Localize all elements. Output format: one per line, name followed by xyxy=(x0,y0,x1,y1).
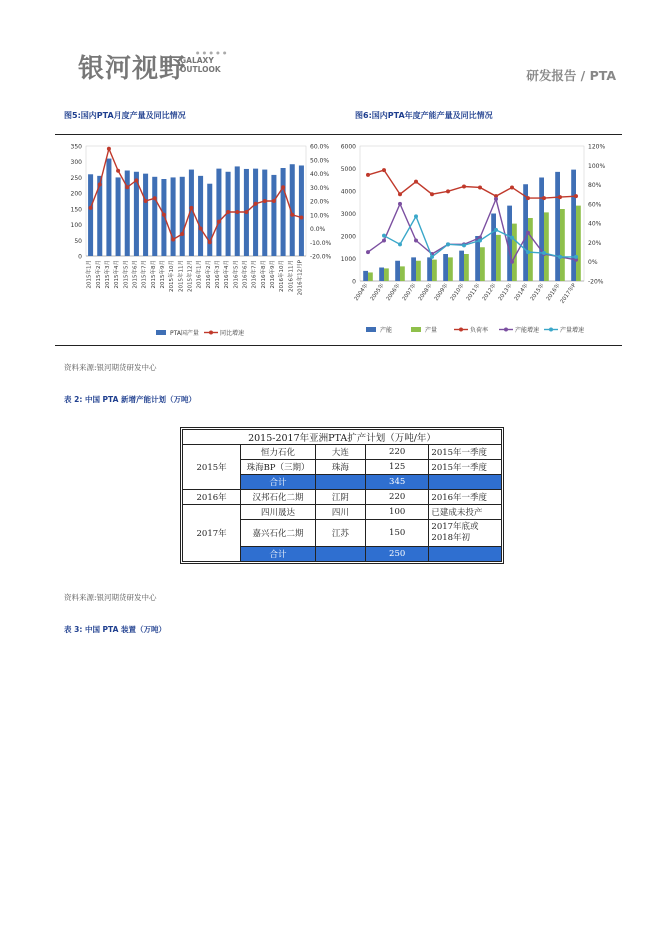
x-tick-label: 2016年5月 xyxy=(233,260,240,289)
point-同比增速 xyxy=(107,147,111,151)
point-负荷率 xyxy=(446,189,450,193)
x-tick-label: 2015年8月 xyxy=(150,260,157,289)
capacity-cell: 100 xyxy=(365,505,428,520)
bar-产能 xyxy=(395,261,400,281)
point-负荷率 xyxy=(430,192,434,196)
point-同比增速 xyxy=(199,227,203,231)
company-cell: 四川晟达 xyxy=(241,505,316,520)
place-cell: 珠海 xyxy=(315,460,365,475)
legend-label: 同比增速 xyxy=(220,330,245,337)
table3-title: 表 3: 中国 PTA 装置（万吨） xyxy=(64,625,166,634)
point-负荷率 xyxy=(542,196,546,200)
table-row xyxy=(183,445,502,460)
y2-tick-label: -20.0% xyxy=(310,253,332,261)
company-cell: 珠海BP（三期） xyxy=(241,460,316,475)
logo-english-line2: OUTLOOK xyxy=(180,65,221,74)
bar-产能 xyxy=(379,268,384,282)
x-tick-label: 2015年5月 xyxy=(123,260,130,289)
figure5-chart xyxy=(56,138,346,343)
x-tick-label: 2016年10月 xyxy=(279,260,286,292)
capacity-cell: 220 xyxy=(365,445,428,460)
source-note: 资料来源:银河期货研发中心 xyxy=(64,363,157,372)
time-cell: 2016年一季度 xyxy=(429,490,502,505)
bar-PTA国产量 xyxy=(216,169,221,256)
legend-label: 负荷率 xyxy=(470,327,489,334)
y-tick-label: 3000 xyxy=(340,211,356,218)
bar-产量 xyxy=(416,261,421,281)
capacity-table xyxy=(180,427,504,564)
bar-产量 xyxy=(576,206,581,281)
point-负荷率 xyxy=(558,195,562,199)
bottom-rule xyxy=(55,345,622,346)
point-产能增速 xyxy=(494,197,498,201)
x-tick-label: 2016年2月 xyxy=(205,260,212,289)
capacity-cell: 125 xyxy=(365,460,428,475)
company-cell: 嘉兴石化二期 xyxy=(241,520,316,547)
bar-PTA国产量 xyxy=(271,175,276,256)
y2-tick-label: 80% xyxy=(588,182,602,190)
place-cell: 四川 xyxy=(315,505,365,520)
bar-产能 xyxy=(539,178,544,282)
x-tick-label: 2009年 xyxy=(433,282,450,303)
time-cell: 2015年一季度 xyxy=(429,460,502,475)
total-label-cell: 合计 xyxy=(241,547,316,562)
bar-产量 xyxy=(528,218,533,281)
point-产能增速 xyxy=(382,239,386,243)
time-cell: 2015年一季度 xyxy=(429,445,502,460)
point-同比增速 xyxy=(235,210,239,214)
bar-PTA国产量 xyxy=(171,177,176,256)
point-同比增速 xyxy=(116,169,120,173)
table-row xyxy=(183,490,502,505)
y2-tick-label: 20% xyxy=(588,239,602,247)
point-产量增速 xyxy=(494,228,498,232)
point-产量增速 xyxy=(414,214,418,218)
x-tick-label: 2007年 xyxy=(401,282,418,303)
y-tick-label: 250 xyxy=(70,174,82,182)
legend-label: 产能增速 xyxy=(515,327,540,334)
time-cell: 2017年底或2018年初 xyxy=(429,520,502,547)
x-tick-label: 2016年6月 xyxy=(242,260,249,289)
point-同比增速 xyxy=(162,213,166,217)
company-cell: 恒力石化 xyxy=(241,445,316,460)
x-tick-label: 2015年10月 xyxy=(169,260,176,292)
legend-label: 产量 xyxy=(425,327,438,334)
point-产量增速 xyxy=(542,251,546,255)
bar-产能 xyxy=(443,254,448,281)
point-同比增速 xyxy=(171,238,175,242)
y2-tick-label: 60.0% xyxy=(310,143,330,151)
y-tick-label: 5000 xyxy=(340,166,356,173)
point-产能增速 xyxy=(526,231,530,235)
point-产量增速 xyxy=(574,255,578,259)
x-tick-label: 2016年 xyxy=(545,282,562,303)
point-负荷率 xyxy=(382,168,386,172)
point-产量增速 xyxy=(430,255,434,259)
point-负荷率 xyxy=(462,185,466,189)
total-label-cell: 合计 xyxy=(241,475,316,490)
y2-tick-label: 10.0% xyxy=(310,212,330,220)
y-tick-label: 2000 xyxy=(340,233,356,241)
bar-PTA国产量 xyxy=(253,169,258,256)
y2-tick-label: 50.0% xyxy=(310,157,330,165)
x-tick-label: 2016年1月 xyxy=(196,260,203,289)
point-同比增速 xyxy=(125,185,129,189)
point-负荷率 xyxy=(526,196,530,200)
y2-tick-label: 60% xyxy=(588,201,602,209)
point-同比增速 xyxy=(180,232,184,236)
y-tick-label: 200 xyxy=(70,190,82,198)
bar-产量 xyxy=(400,266,405,281)
point-同比增速 xyxy=(299,216,303,220)
y2-tick-label: 120% xyxy=(588,143,606,151)
bar-PTA国产量 xyxy=(198,176,203,256)
x-tick-label: 2005年 xyxy=(369,282,386,303)
bar-产量 xyxy=(480,247,485,281)
point-同比增速 xyxy=(134,178,138,182)
bar-产能 xyxy=(491,214,496,282)
point-同比增速 xyxy=(208,240,212,244)
legend-marker xyxy=(209,331,213,335)
year-cell: 2017年 xyxy=(183,505,241,562)
bar-产能 xyxy=(459,251,464,281)
bar-产量 xyxy=(560,209,565,281)
x-tick-label: 2015年9月 xyxy=(159,260,166,289)
point-同比增速 xyxy=(217,220,221,224)
bar-PTA国产量 xyxy=(88,174,93,256)
bar-PTA国产量 xyxy=(262,170,267,256)
legend-label: 产量增速 xyxy=(560,327,585,334)
x-tick-label: 2015年11月 xyxy=(178,260,185,292)
y-tick-label: 6000 xyxy=(340,143,356,151)
point-同比增速 xyxy=(244,210,248,214)
point-同比增速 xyxy=(98,183,102,187)
y-tick-label: 300 xyxy=(70,159,82,167)
y-tick-label: 4000 xyxy=(340,188,356,196)
point-同比增速 xyxy=(263,199,267,203)
x-tick-label: 2015年7月 xyxy=(141,260,148,289)
capacity-cell: 220 xyxy=(365,490,428,505)
x-tick-label: 2008年 xyxy=(417,282,434,303)
point-同比增速 xyxy=(189,206,193,210)
x-tick-label: 2006年 xyxy=(385,282,402,303)
table-caption: 2015-2017年亚洲PTA扩产计划（万吨/年） xyxy=(183,430,502,445)
x-tick-label: 2016年3月 xyxy=(214,260,221,289)
figure6-chart xyxy=(336,138,626,343)
bar-PTA国产量 xyxy=(299,165,304,256)
point-同比增速 xyxy=(254,202,258,206)
point-产量增速 xyxy=(446,242,450,246)
point-负荷率 xyxy=(478,185,482,189)
x-tick-label: 2016年4月 xyxy=(224,260,231,289)
point-负荷率 xyxy=(414,180,418,184)
y-tick-label: 1000 xyxy=(340,256,356,263)
year-cell: 2015年 xyxy=(183,445,241,490)
table2-title: 表 2: 中国 PTA 新增产能计划（万吨） xyxy=(64,395,196,404)
bar-产能 xyxy=(571,170,576,281)
bar-产量 xyxy=(368,272,373,281)
legend-swatch xyxy=(411,327,421,332)
x-tick-label: 2010年 xyxy=(449,282,466,303)
legend-swatch xyxy=(366,327,376,332)
y2-tick-label: 40% xyxy=(588,220,602,228)
report-label: 研发报告 / PTA xyxy=(526,68,616,83)
point-负荷率 xyxy=(574,194,578,198)
bar-PTA国产量 xyxy=(106,159,111,256)
point-产量增速 xyxy=(382,234,386,238)
point-产能增速 xyxy=(414,239,418,243)
x-tick-label: 2016年11月 xyxy=(288,260,295,292)
bar-PTA国产量 xyxy=(116,177,121,256)
point-同比增速 xyxy=(281,185,285,189)
point-产能增速 xyxy=(366,250,370,254)
place-cell: 大连 xyxy=(315,445,365,460)
point-同比增速 xyxy=(89,206,93,210)
point-同比增速 xyxy=(272,199,276,203)
point-同比增速 xyxy=(226,210,230,214)
x-tick-label: 2004年 xyxy=(353,282,370,303)
y2-tick-label: 0.0% xyxy=(310,226,326,233)
place-cell xyxy=(315,547,365,562)
bar-PTA国产量 xyxy=(152,177,157,256)
y-tick-label: 100 xyxy=(70,222,82,230)
y-tick-label: 150 xyxy=(70,206,82,214)
y2-tick-label: 20.0% xyxy=(310,198,330,206)
total-capacity-cell: 250 xyxy=(365,547,428,562)
legend-marker xyxy=(459,328,463,332)
bar-产量 xyxy=(544,212,549,281)
capacity-cell: 150 xyxy=(365,520,428,547)
y2-tick-label: 40.0% xyxy=(310,171,330,178)
total-capacity-cell: 345 xyxy=(365,475,428,490)
x-tick-label: 2015年 xyxy=(529,282,546,303)
bar-产量 xyxy=(496,235,501,281)
y-tick-label: 0 xyxy=(352,278,356,286)
x-tick-label: 2015年3月 xyxy=(104,260,111,289)
bar-产量 xyxy=(432,260,437,281)
x-tick-label: 2012年 xyxy=(481,282,498,303)
bar-产量 xyxy=(464,254,469,281)
top-rule xyxy=(55,134,622,135)
bar-PTA国产量 xyxy=(207,184,212,256)
source-note: 资料来源:银河期货研发中心 xyxy=(64,593,157,602)
legend-label: 产能 xyxy=(380,327,393,334)
x-tick-label: 2016年8月 xyxy=(260,260,267,289)
logo-decoration: ● ● ● ● ● xyxy=(196,50,228,55)
line-同比增速 xyxy=(91,149,302,243)
x-tick-label: 2015年1月 xyxy=(86,260,93,289)
y-tick-label: 350 xyxy=(70,143,82,151)
legend-marker xyxy=(549,328,553,332)
point-同比增速 xyxy=(290,213,294,217)
point-产能增速 xyxy=(398,202,402,206)
place-cell: 江阴 xyxy=(315,490,365,505)
bar-PTA国产量 xyxy=(281,168,286,256)
x-tick-label: 2015年12月 xyxy=(187,260,194,292)
x-tick-label: 2017年P xyxy=(559,282,578,305)
logo-english xyxy=(180,56,221,74)
company-cell: 汉邦石化二期 xyxy=(241,490,316,505)
x-tick-label: 2014年 xyxy=(513,282,530,303)
bar-产量 xyxy=(512,224,517,281)
point-产量增速 xyxy=(478,239,482,243)
x-tick-label: 2015年6月 xyxy=(132,260,139,289)
point-同比增速 xyxy=(153,196,157,200)
x-tick-label: 2016年9月 xyxy=(269,260,276,289)
plot-area xyxy=(360,146,584,281)
y2-tick-label: -20% xyxy=(588,278,604,286)
time-cell xyxy=(429,547,502,562)
point-产能增速 xyxy=(510,260,514,264)
x-tick-label: 2016年12月P xyxy=(297,260,304,296)
point-产量增速 xyxy=(510,236,514,240)
point-产量增速 xyxy=(462,243,466,247)
place-cell xyxy=(315,475,365,490)
year-cell: 2016年 xyxy=(183,490,241,505)
y2-tick-label: 30.0% xyxy=(310,184,330,192)
bar-PTA国产量 xyxy=(180,177,185,256)
x-tick-label: 2015年2月 xyxy=(95,260,102,289)
bar-产能 xyxy=(411,257,416,281)
point-产量增速 xyxy=(526,250,530,254)
x-tick-label: 2015年4月 xyxy=(114,260,121,289)
bar-产能 xyxy=(427,257,432,281)
x-tick-label: 2011年 xyxy=(465,282,482,303)
figure5-title: 图5:国内PTA月度产量及同比情况 xyxy=(64,111,186,120)
place-cell: 江苏 xyxy=(315,520,365,547)
point-产量增速 xyxy=(558,255,562,259)
logo-english-line1: GALAXY xyxy=(180,56,214,65)
bar-产能 xyxy=(363,271,368,281)
point-同比增速 xyxy=(144,199,148,203)
x-tick-label: 2013年 xyxy=(497,282,514,303)
bar-产量 xyxy=(448,257,453,281)
legend-swatch xyxy=(156,330,166,335)
bar-产能 xyxy=(475,236,480,281)
point-产量增速 xyxy=(398,242,402,246)
x-tick-label: 2016年7月 xyxy=(251,260,258,289)
logo-text: 银河视野 xyxy=(78,54,187,84)
bar-产量 xyxy=(384,268,389,281)
y2-tick-label: -10.0% xyxy=(310,239,332,247)
point-负荷率 xyxy=(398,192,402,196)
y2-tick-label: 0% xyxy=(588,259,598,267)
figure6-title: 图6:国内PTA年度产能产量及同比情况 xyxy=(355,111,493,120)
table-row xyxy=(183,505,502,520)
legend-marker xyxy=(504,328,508,332)
bar-PTA国产量 xyxy=(143,174,148,256)
time-cell: 已建成未投产 xyxy=(429,505,502,520)
time-cell xyxy=(429,475,502,490)
y-tick-label: 50 xyxy=(74,237,82,245)
point-负荷率 xyxy=(366,173,370,177)
bar-产能 xyxy=(555,172,560,281)
y2-tick-label: 100% xyxy=(588,162,606,170)
point-负荷率 xyxy=(510,185,514,189)
y-tick-label: 0 xyxy=(78,253,82,261)
legend-label: PTA国产量 xyxy=(170,330,199,337)
